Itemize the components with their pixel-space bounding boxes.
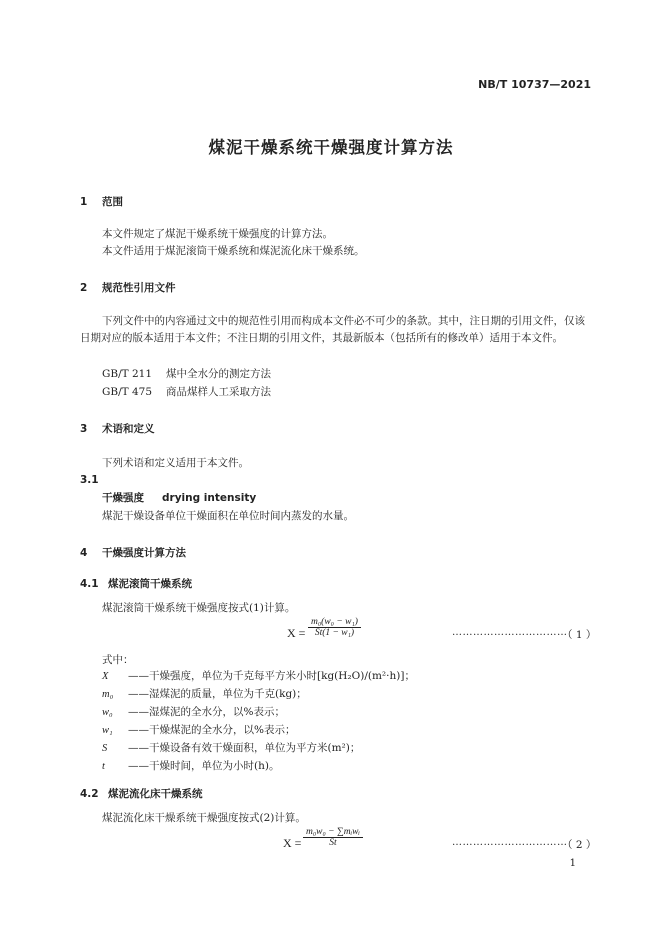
reference-item [102, 366, 271, 381]
equation-leader-dots: …………………………… [452, 627, 568, 638]
symbol-definition [102, 686, 307, 701]
equation-number: （ 2 ） [562, 839, 597, 851]
subsection-number: 3.1 [80, 474, 99, 486]
where-label: 式中： [102, 654, 134, 666]
symbol: w₁ [102, 725, 113, 736]
section-title: 煤泥流化床干燥系统 [108, 788, 203, 800]
paragraph: 煤泥滚筒干燥系统干燥强度按式(1)计算。 [102, 602, 296, 614]
symbol-description: ——湿煤泥的全水分，以%表示； [128, 706, 285, 718]
equation-denominator: St(1 − w₁) [308, 627, 361, 638]
paragraph: 下列术语和定义适用于本文件。 [102, 457, 249, 469]
equation-2-fraction [303, 827, 363, 848]
section-number: 4.2 [80, 788, 99, 800]
section-2-heading [80, 280, 176, 295]
section-number: 4 [80, 547, 88, 559]
symbol-description: ——干燥煤泥的全水分，以%表示； [128, 724, 296, 736]
section-number: 2 [80, 282, 88, 294]
page-number: 1 [569, 858, 576, 869]
term-definition: 煤泥干燥设备单位干燥面积在单位时间内蒸发的水量。 [102, 510, 354, 522]
equation-numerator: m₀(w₀ − w₁) [311, 617, 358, 627]
symbol: S [102, 743, 108, 754]
section-title: 干燥强度计算方法 [102, 547, 186, 559]
document-title: 煤泥干燥系统干燥强度计算方法 [208, 138, 454, 157]
subsection-4-2-heading [80, 786, 203, 801]
term-english: drying intensity [162, 492, 257, 504]
symbol-description: ——干燥时间，单位为小时(h)。 [128, 760, 280, 772]
symbol-description: ——湿煤泥的质量，单位为千克(kg)； [128, 688, 307, 700]
reference-code: GB/T 475 [102, 386, 153, 398]
equation-numerator: m₀w₀ − ∑mᵢwᵢ [306, 827, 360, 837]
section-title: 术语和定义 [102, 423, 155, 435]
symbol: m₀ [102, 689, 114, 700]
section-1-heading [80, 194, 123, 209]
symbol-definition [102, 740, 360, 755]
section-title: 煤泥滚筒干燥系统 [108, 578, 192, 590]
section-3-heading [80, 421, 155, 436]
term-entry [102, 490, 256, 505]
reference-title: 煤中全水分的测定方法 [166, 368, 271, 380]
paragraph: 本文件适用于煤泥滚筒干燥系统和煤泥流化床干燥系统。 [102, 245, 365, 257]
standard-code: NB/T 10737—2021 [478, 78, 591, 91]
equation-1-fraction [308, 617, 361, 638]
reference-code: GB/T 211 [102, 368, 153, 380]
paragraph: 煤泥流化床干燥系统干燥强度按式(2)计算。 [102, 812, 306, 824]
symbol: X [102, 671, 109, 682]
section-4-heading [80, 545, 186, 560]
section-number: 3 [80, 423, 88, 435]
symbol-definition [102, 722, 295, 737]
section-title: 规范性引用文件 [102, 282, 176, 294]
paragraph: 本文件规定了煤泥干燥系统干燥强度的计算方法。 [102, 228, 333, 240]
symbol-definition [102, 758, 279, 773]
subsection-4-1-heading [80, 576, 192, 591]
equation-lhs: X = [283, 836, 302, 850]
section-number: 4.1 [80, 578, 99, 590]
symbol-definition [102, 704, 285, 719]
equation-denominator: St [303, 837, 363, 848]
section-number: 1 [80, 196, 88, 208]
term-chinese: 干燥强度 [102, 492, 144, 504]
symbol: w₀ [102, 707, 113, 718]
section-title: 范围 [102, 196, 123, 208]
equation-number: （ 1 ） [562, 629, 597, 641]
paragraph: 下列文件中的内容通过文中的规范性引用而构成本文件必不可少的条款。其中，注日期的引用文件，仅该日期对应的版本适用于本文件；不注日期的引用文件，其最新版本（包括所有的修改单）适用于本文件。 [80, 315, 585, 344]
symbol-description: ——干燥强度，单位为千克每平方米小时[kg(H₂O)/(m²·h)]； [128, 670, 415, 682]
equation-leader-dots: …………………………… [452, 837, 568, 848]
symbol-definition [102, 668, 415, 683]
reference-title: 商品煤样人工采取方法 [166, 386, 271, 398]
equation-lhs: X = [287, 626, 306, 640]
symbol: t [102, 761, 105, 772]
symbol-description: ——干燥设备有效干燥面积，单位为平方米(m²)； [128, 742, 361, 754]
reference-item [102, 384, 271, 399]
